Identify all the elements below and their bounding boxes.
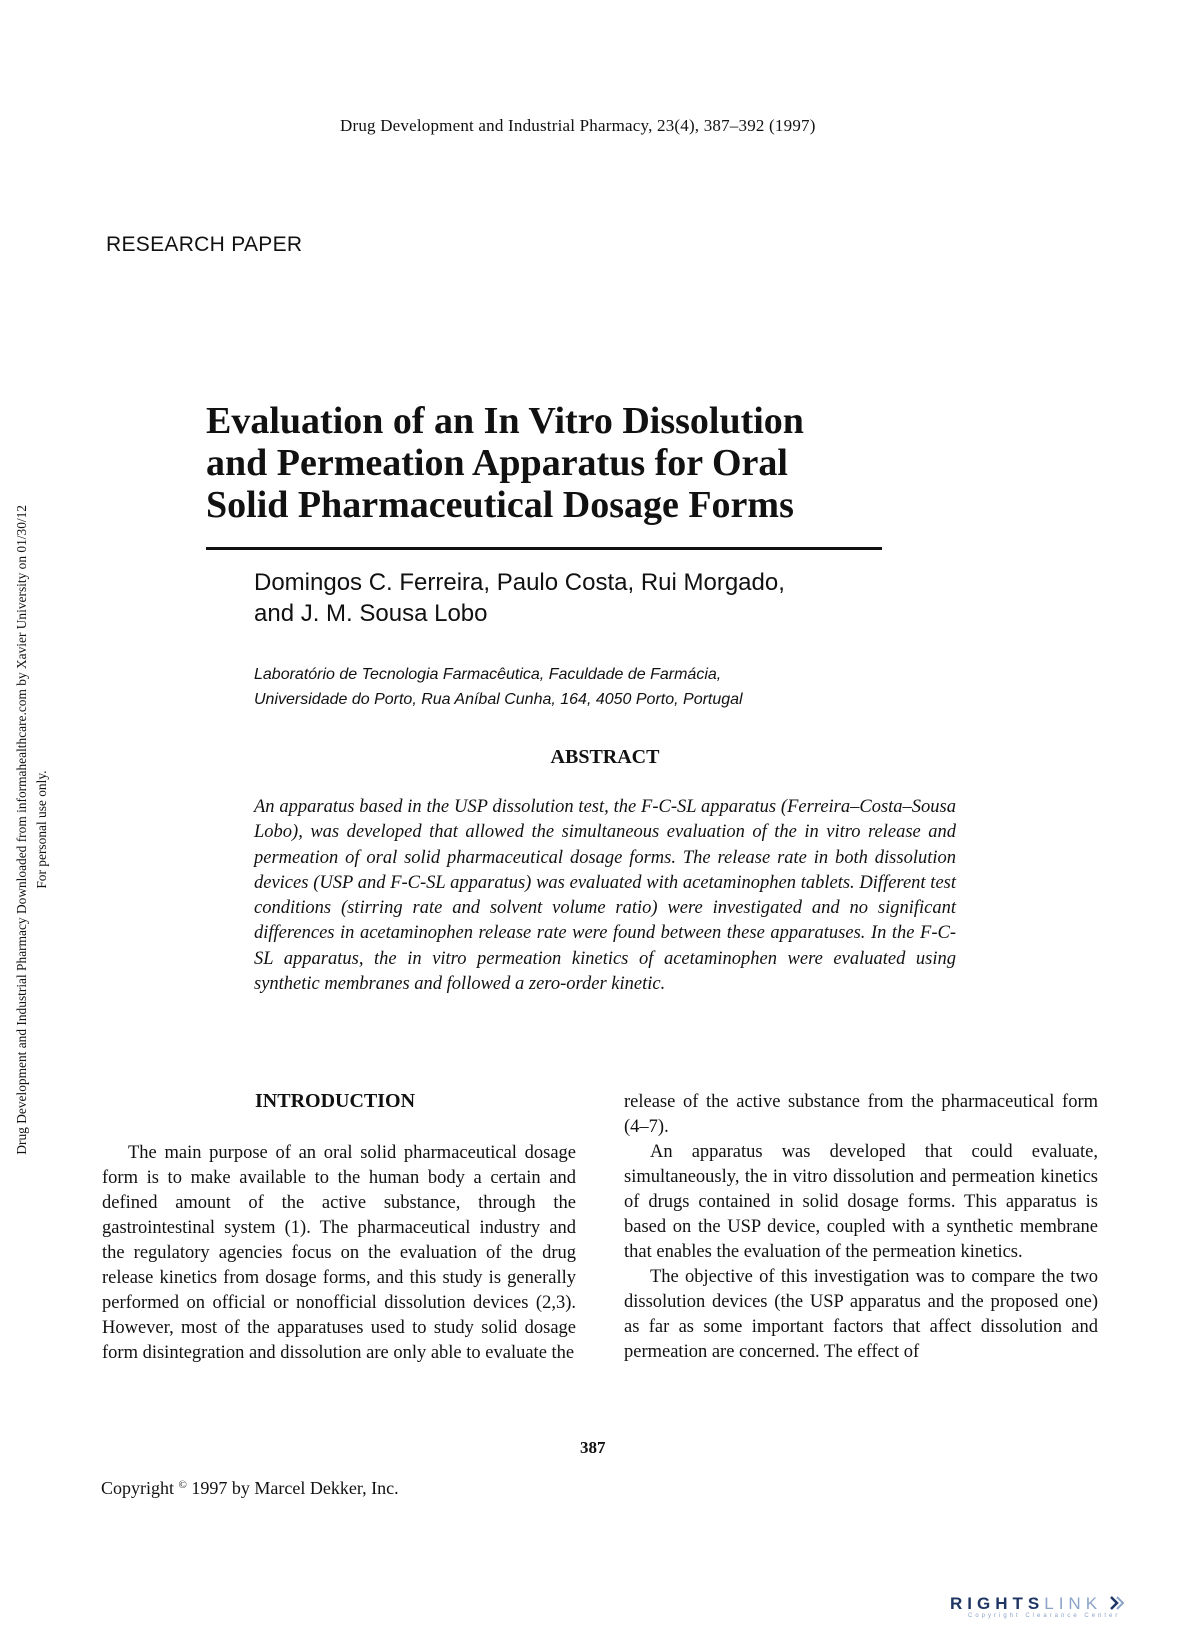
affiliation-line2: Universidade do Porto, Rua Aníbal Cunha, 164, 4050 Porto, Portugal xyxy=(254,691,743,708)
rightslink-tagline: Copyright Clearance Center xyxy=(968,1613,1121,1619)
author-list xyxy=(254,567,954,629)
authors-line1: Domingos C. Ferreira, Paulo Costa, Rui Morgado, xyxy=(254,569,785,596)
paper-title xyxy=(206,400,906,526)
download-notice-line1: Drug Development and Industrial Pharmacy Downloaded from informahealthcare.com by Xavier University on 01/30/12 xyxy=(14,505,29,1155)
affiliation xyxy=(254,662,954,712)
journal-citation: Drug Development and Industrial Pharmacy, 23(4), 387–392 (1997) xyxy=(340,116,816,135)
column-right xyxy=(624,1090,1098,1365)
column-left xyxy=(102,1141,576,1366)
page-number: 387 xyxy=(580,1438,606,1457)
copyright-notice xyxy=(101,1478,399,1499)
copyright-label: Copyright xyxy=(101,1478,175,1498)
download-sidebar xyxy=(2,420,62,1240)
abstract-body: An apparatus based in the USP dissolution test, the F-C-SL apparatus (Ferreira–Costa–Sousa Lobo), was developed that allowed the simultaneous evaluation of the in vitro release and permeation of oral solid pharmaceutical dosage forms. The release rate in both dissolution devices (USP and F-C-SL apparatus) was evaluated with acetaminophen tablets. Different test conditions (stirring rate and solvent volume ratio) were investigated and no significant differences in acetaminophen release rate were found between these apparatuses. In the F-C-SL apparatus, the in vitro permeation kinetics of acetaminophen were evaluated using synthetic membranes and followed a zero-order kinetic. xyxy=(254,797,956,995)
affiliation-line1: Laboratório de Tecnologia Farmacêutica, Faculdade de Farmácia, xyxy=(254,666,722,683)
download-notice-line2: For personal use only. xyxy=(34,770,49,890)
abstract-heading: ABSTRACT xyxy=(550,746,660,768)
title-line3: Solid Pharmaceutical Dosage Forms xyxy=(206,484,794,526)
rightslink-logo xyxy=(950,1594,1124,1619)
title-divider xyxy=(206,547,882,550)
intro-paragraph-1-continued: release of the active substance from the pharmaceutical form (4–7). xyxy=(624,1092,1098,1137)
section-label: RESEARCH PAPER xyxy=(106,233,303,256)
copyright-holder: 1997 by Marcel Dekker, Inc. xyxy=(191,1478,399,1498)
rightslink-link: LINK xyxy=(1044,1594,1103,1613)
title-line1: Evaluation of an In Vitro Dissolution xyxy=(206,400,804,442)
download-notice xyxy=(12,505,52,1155)
title-line2: and Permeation Apparatus for Oral xyxy=(206,442,788,484)
authors-line2: and J. M. Sousa Lobo xyxy=(254,600,488,627)
rightslink-arrow-icon xyxy=(1108,1595,1124,1611)
intro-paragraph-2: An apparatus was developed that could evaluate, simultaneously, the in vitro dissolution and permeation kinetics of drugs contained in solid dosage forms. This apparatus is based on the USP device, coupled with a synthetic membrane that enables the evaluation of the permeation kinetics. xyxy=(624,1142,1098,1262)
intro-paragraph-1: The main purpose of an oral solid pharmaceutical dosage form is to make available to the human body a certain and defined amount of the active substance, through the gastrointestinal system (1). The pharmaceutical industry and the regulatory agencies focus on the evaluation of the drug release kinetics from dosage forms, and this study is generally performed on official or nonofficial dissolution devices (2,3). However, most of the apparatuses used to study solid dosage form disintegration and dissolution are only able to evaluate the xyxy=(102,1143,576,1363)
copyright-symbol: © xyxy=(178,1479,187,1491)
introduction-heading: INTRODUCTION xyxy=(255,1090,416,1112)
intro-paragraph-3: The objective of this investigation was to compare the two dissolution devices (the USP apparatus and the proposed one) as far as some important factors that affect dissolution and permeation are concerned. The effect of xyxy=(624,1267,1098,1362)
rightslink-rights: RIGHTS xyxy=(950,1594,1045,1613)
rightslink-wordmark xyxy=(950,1594,1124,1614)
